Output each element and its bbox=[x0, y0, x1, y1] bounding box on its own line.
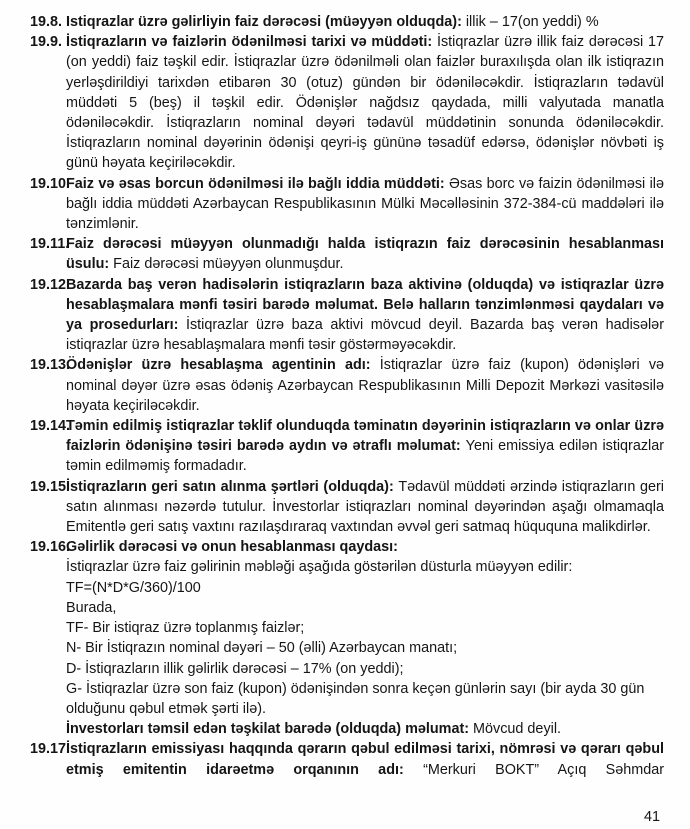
item-number: 19.11. bbox=[30, 236, 70, 253]
item-19-8 bbox=[30, 12, 664, 32]
item-heading: Bazarda baş verən hadisələrin istiqrazların baza aktivinə (olduqda) və istiqrazlar üzrə hesablaşmalara mənfi təsiri barədə məlumat. Belə halların tənzimlənməsi qaydaları və ya prosedurları: bbox=[66, 276, 664, 334]
item-number: 19.16. bbox=[30, 539, 71, 556]
item-19-13 bbox=[30, 355, 664, 416]
note-heading: İnvestorları təmsil edən təşkilat barədə (olduqda) məlumat: bbox=[66, 721, 470, 738]
item-heading: İstiqrazların geri satın alınma şərtləri (olduqda): bbox=[66, 478, 394, 495]
item-heading: Faiz dərəcəsi müəyyən olunmadığı halda istiqrazın faiz dərəcəsinin hesablanması üsulu: bbox=[66, 236, 664, 273]
item-heading: İstiqrazların və faizlərin ödənilməsi tarixi və müddəti: bbox=[66, 34, 433, 51]
item-number: 19.13. bbox=[30, 357, 71, 374]
item-number: 19.15. bbox=[30, 478, 71, 495]
item-number: 19.12. bbox=[30, 276, 71, 293]
item-number: 19.9. bbox=[30, 34, 63, 51]
item-19-11 bbox=[30, 234, 664, 274]
item-19-12 bbox=[30, 275, 664, 356]
formula-legend-line: TF- Bir istiqraz üzrə toplanmış faizlər; bbox=[66, 620, 305, 637]
item-body: Yeni emissiya edilən istiqrazlar təmin edilməmiş formadadır. bbox=[66, 438, 665, 475]
page-number: 41 bbox=[643, 809, 660, 825]
item-19-17 bbox=[30, 739, 664, 779]
item-body: İstiqrazlar üzrə faiz (kupon) ödənişləri və nominal dəyər üzrə əsas ödəniş Azərbaycan Respublikasının Milli Depozit Mərkəzi vasitəsilə həyata keçiriləcəkdir. bbox=[66, 357, 665, 414]
item-body: Faiz dərəcəsi müəyyən olunmuşdur. bbox=[113, 256, 344, 273]
investor-note-line bbox=[66, 719, 664, 739]
note-body: Mövcud deyil. bbox=[473, 721, 562, 738]
item-body: Tədavül müddəti ərzində istiqrazların geri satın alınması nəzərdə tutulur. İnvestorlar istiqrazları nominal dəyərindən aşağı olmamaqla Emitentlə geri satış vaxtını razılaşdıraraq vaxtından əvvəl geri satmaq hüququna malikdirlər. bbox=[66, 478, 664, 536]
item-19-10 bbox=[30, 174, 664, 235]
item-19-16 bbox=[30, 537, 664, 739]
item-heading: Gəlirlik dərəcəsi və onun hesablanması qaydası: bbox=[66, 539, 398, 556]
item-number: 19.14. bbox=[30, 418, 71, 435]
item-19-15 bbox=[30, 477, 664, 538]
item-19-9 bbox=[30, 32, 664, 173]
item-number: 19.17. bbox=[30, 741, 71, 758]
item-heading: İstiqrazların emissiyası haqqında qərarın qəbul edilməsi tarixi, nömrəsi və qərarı qəbul etmiş emitentin idarəetmə orqanının adı: bbox=[66, 741, 664, 778]
item-heading: Ödənişlər üzrə hesablaşma agentinin adı: bbox=[66, 357, 371, 374]
item-heading: Təmin edilmiş istiqrazlar təklif olunduqda təminatın dəyərinin istiqrazların və onlar üzrə faizlərin ödənişinə təsiri barədə aydın və ətraflı məlumat: bbox=[66, 418, 664, 455]
formula-legend-line: N- Bir İstiqrazın nominal dəyəri – 50 (əlli) Azərbaycan manatı; bbox=[66, 640, 458, 657]
item-body: Əsas borc və faizin ödənilməsi ilə bağlı iddia müddəti Azərbaycan Respublikasının Mülki Məcəlləsinin 372-384-cü maddələri ilə tənzimlənir. bbox=[66, 175, 665, 233]
item-body: İstiqrazlar üzrə illik faiz dərəcəsi 17 (on yeddi) faiz təşkil edir. İstiqrazlar üzrə ödənilməli olan faizlər buraxılışda olan ilk istiqrazın yerləşdirildiyi tarixdən etibarən 30 (otuz) gündən bir ödəniləcəkdir. İstiqrazların tədavül müddəti 5 (beş) il təşkil edir. Ödənişlər nağdsız qaydada, milli valyutada manatla ödəniləcəkdir. İstiqrazların nominal dəyəri tədavül müddətinin sonunda ödəniləcəkdir. İstiqrazların nominal dəyərinin ödənişi qeyri-iş gününə təsadüf edərsə, ödənişlər növbəti iş günü həyata keçiriləcəkdir. bbox=[66, 34, 664, 172]
item-body: illik – 17(on yeddi) % bbox=[465, 14, 599, 30]
formula-intro-line: İstiqrazlar üzrə faiz gəlirinin məbləği aşağıda göstərilən düsturla müəyyən edilir: bbox=[66, 559, 573, 576]
item-heading: Istiqrazlar üzrə gəlirliyin faiz dərəcəsi (müəyyən olduqda): bbox=[66, 14, 462, 30]
item-heading: Faiz və əsas borcun ödənilməsi ilə bağlı iddia müddəti: bbox=[66, 175, 445, 192]
formula-legend-line: G- İstiqrazlar üzrə son faiz (kupon) ödənişindən sonra keçən günlərin sayı (bir ayda 30 gün olduğunu qəbul etmək şərti ilə). bbox=[66, 680, 645, 717]
item-body: İstiqrazlar üzrə baza aktivi mövcud deyil. Bazarda baş verən hadisələr istiqrazlar üzrə hesablaşmalara mənfi təsir göstərməyəcəkdir. bbox=[66, 317, 664, 354]
item-body: “Merkuri BOKT” Açıq Səhmdar bbox=[423, 761, 665, 778]
item-number: 19.10. bbox=[30, 175, 71, 192]
formula-legend-line: D- İstiqrazların illik gəlirlik dərəcəsi – 17% (on yeddi); bbox=[66, 660, 404, 677]
item-19-14 bbox=[30, 416, 664, 477]
item-number: 19.8. bbox=[30, 14, 63, 30]
formula-legend-line: Burada, bbox=[66, 599, 117, 616]
formula-line: TF=(N*D*G/360)/100 bbox=[66, 579, 201, 596]
